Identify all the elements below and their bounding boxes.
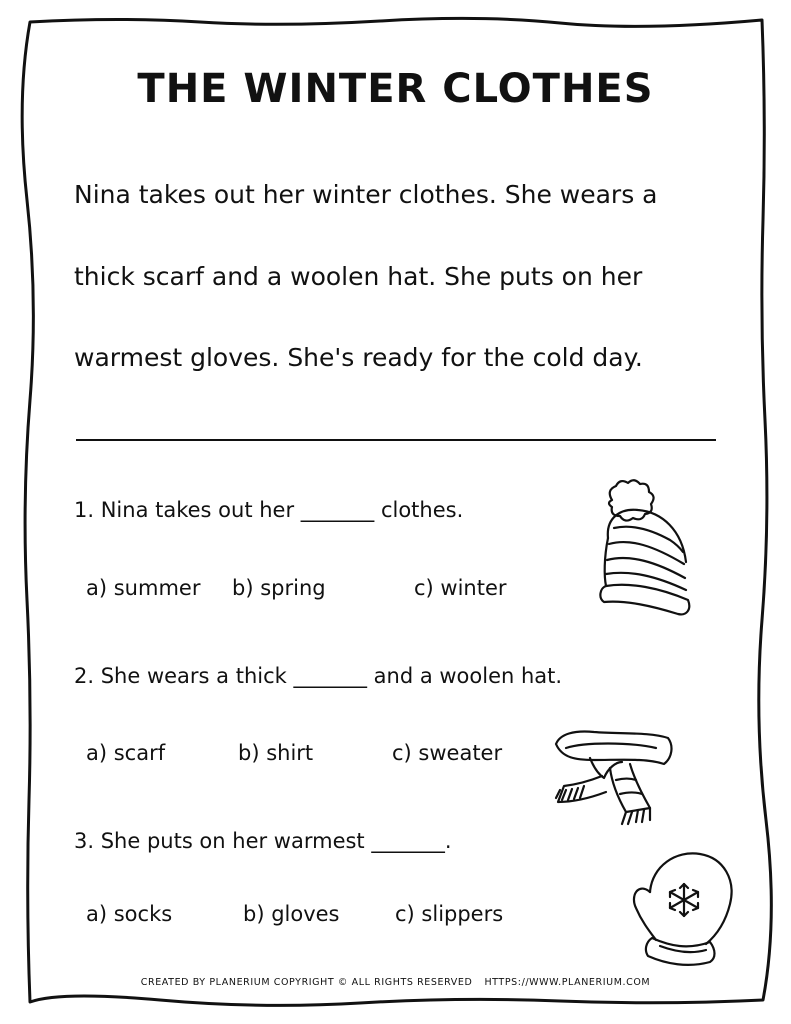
question-3-option-b[interactable]: b) gloves (243, 902, 340, 926)
question-3-option-a[interactable]: a) socks (86, 902, 173, 926)
question-2-option-a[interactable]: a) scarf (86, 741, 166, 765)
footer-credit (0, 977, 791, 988)
mitten-icon (626, 846, 746, 966)
question-2-option-c[interactable]: c) sweater (392, 741, 503, 765)
question-3-option-c[interactable]: c) slippers (395, 902, 504, 926)
website-link[interactable]: HTTPS://WWW.PLANERIUM.COM (484, 977, 651, 988)
winter-hat-icon (590, 478, 700, 618)
question-1-option-a[interactable]: a) summer (86, 576, 201, 600)
worksheet-title: THE WINTER CLOTHES (137, 66, 654, 112)
question-2-option-b[interactable]: b) shirt (238, 741, 314, 765)
story-line-3: warmest gloves. She's ready for the cold day. (74, 343, 643, 372)
question-1-option-b[interactable]: b) spring (232, 576, 326, 600)
question-3-text: 3. She puts on her warmest _______. (74, 829, 452, 853)
story-line-1: Nina takes out her winter clothes. She wears a (74, 180, 658, 209)
question-2-text: 2. She wears a thick _______ and a woolen hat. (74, 664, 563, 688)
question-1-text: 1. Nina takes out her _______ clothes. (74, 498, 464, 522)
question-1-option-c[interactable]: c) winter (414, 576, 507, 600)
divider-line (76, 439, 716, 441)
copyright-text: CREATED BY PLANERIUM COPYRIGHT © ALL RIGHTS RESERVED (140, 977, 473, 988)
story-line-2: thick scarf and a woolen hat. She puts on her (74, 262, 643, 291)
scarf-icon (550, 728, 680, 828)
